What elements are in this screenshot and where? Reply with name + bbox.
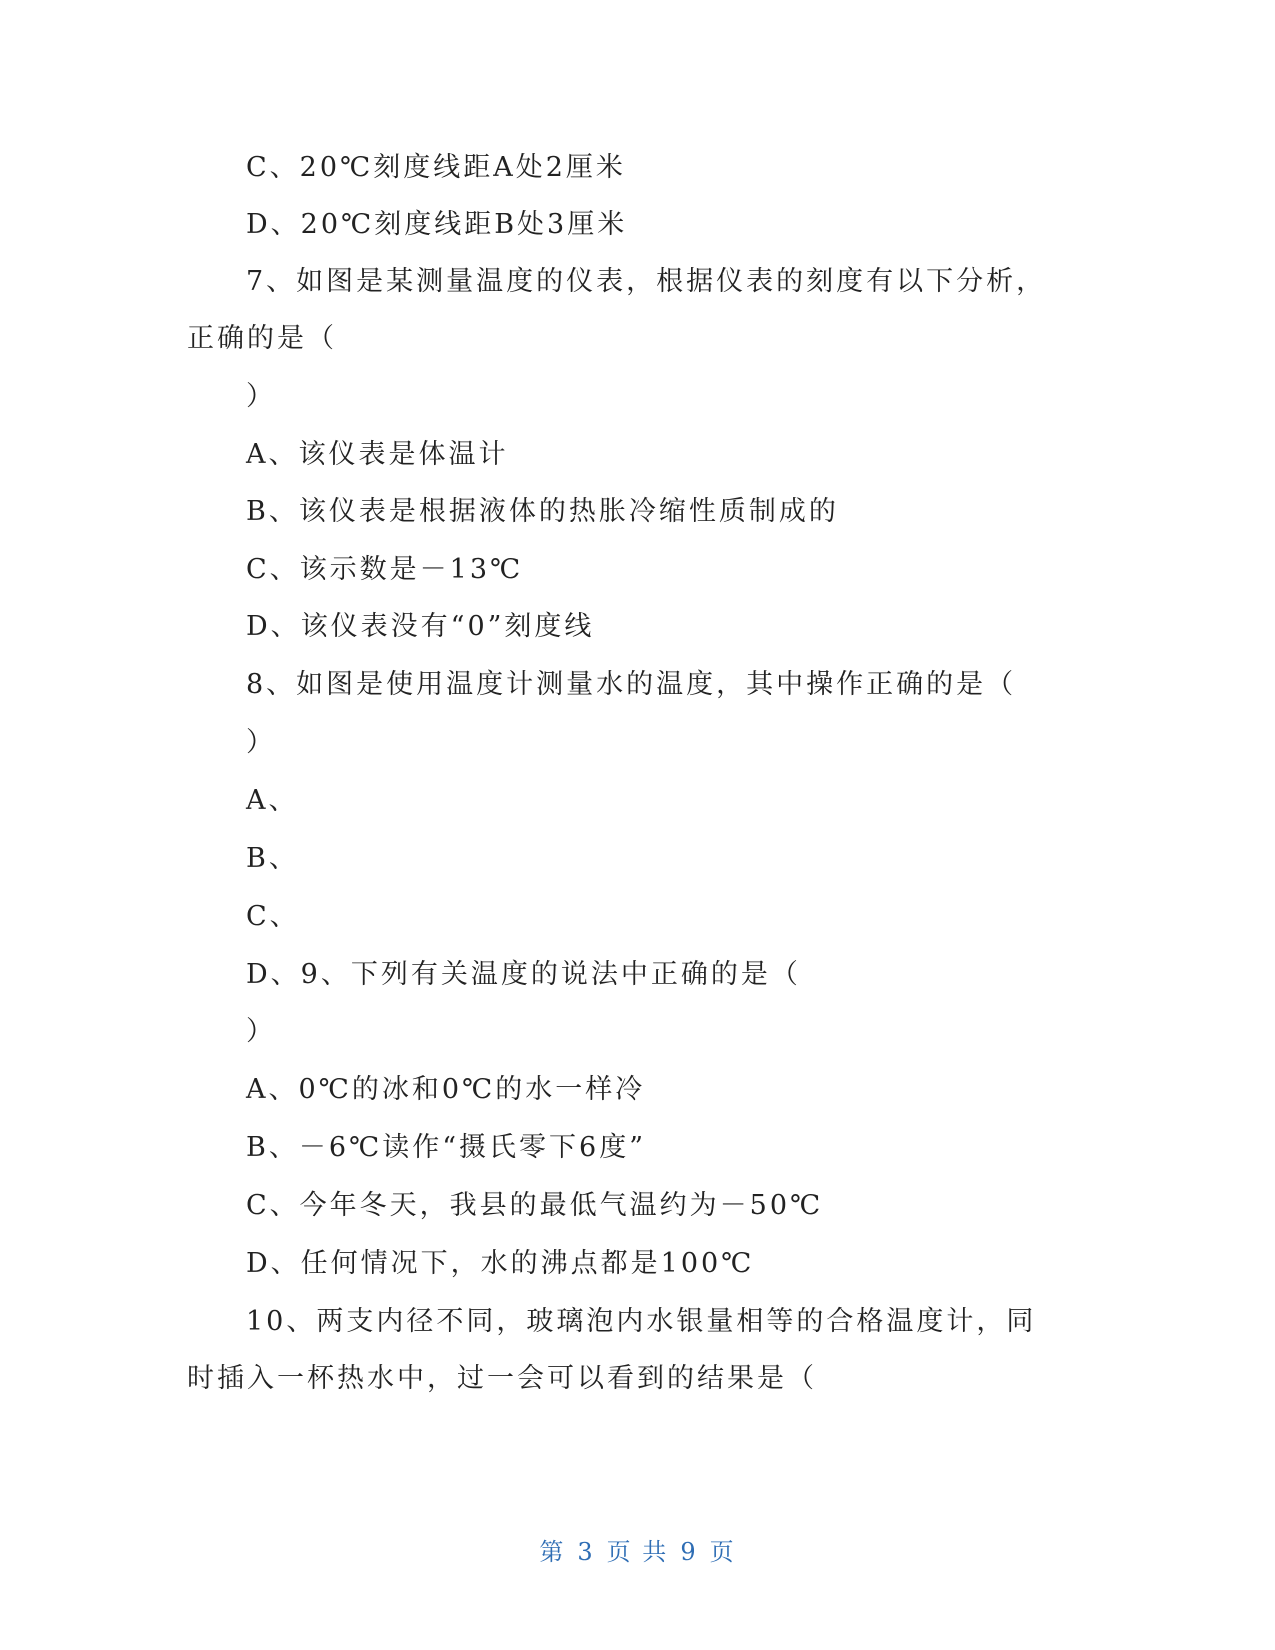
option-d-q6: D、20℃刻度线距B处3厘米 [246, 209, 628, 240]
option-b-q8: B、 [246, 843, 299, 874]
question-8-text: 8、如图是使用温度计测量水的温度，其中操作正确的是（ [246, 669, 1017, 700]
question-9-paren-close: ） [246, 1016, 276, 1047]
option-c-q8: C、 [246, 901, 300, 932]
question-10-text-cont: 时插入一杯热水中，过一会可以看到的结果是（ [187, 1363, 817, 1394]
option-a-q9: A、0℃的冰和0℃的水一样冷 [246, 1074, 646, 1105]
option-b-q9: B、－6℃读作“摄氏零下6度” [246, 1132, 647, 1163]
question-7-paren-close: ） [246, 381, 276, 412]
option-d-q7: D、该仪表没有“0”刻度线 [246, 611, 595, 642]
option-c-q9: C、今年冬天，我县的最低气温约为－50℃ [246, 1190, 824, 1221]
option-a-q7: A、该仪表是体温计 [246, 439, 509, 470]
question-9-text: D、9、下列有关温度的说法中正确的是（ [246, 959, 801, 990]
footer-current-page: 3 [577, 1538, 595, 1566]
question-10-text: 10、两支内径不同，玻璃泡内水银量相等的合格温度计，同 [246, 1306, 1037, 1337]
footer-label-end: 页 [709, 1538, 736, 1566]
option-c-q7: C、该示数是－13℃ [246, 554, 524, 585]
option-b-q7: B、该仪表是根据液体的热胀冷缩性质制成的 [246, 496, 839, 527]
footer-total-pages: 9 [680, 1538, 698, 1566]
footer-label-of: 页 共 [606, 1538, 669, 1566]
option-c-q6: C、20℃刻度线距A处2厘米 [246, 152, 626, 183]
option-a-q8: A、 [246, 785, 299, 816]
option-d-q9: D、任何情况下，水的沸点都是100℃ [246, 1248, 755, 1279]
footer-label-page: 第 [539, 1538, 566, 1566]
page-footer [0, 1532, 1275, 1567]
question-8-paren-close: ） [246, 727, 276, 758]
question-7-text-cont: 正确的是（ [187, 323, 337, 354]
question-7-text: 7、如图是某测量温度的仪表，根据仪表的刻度有以下分析， [246, 266, 1047, 297]
